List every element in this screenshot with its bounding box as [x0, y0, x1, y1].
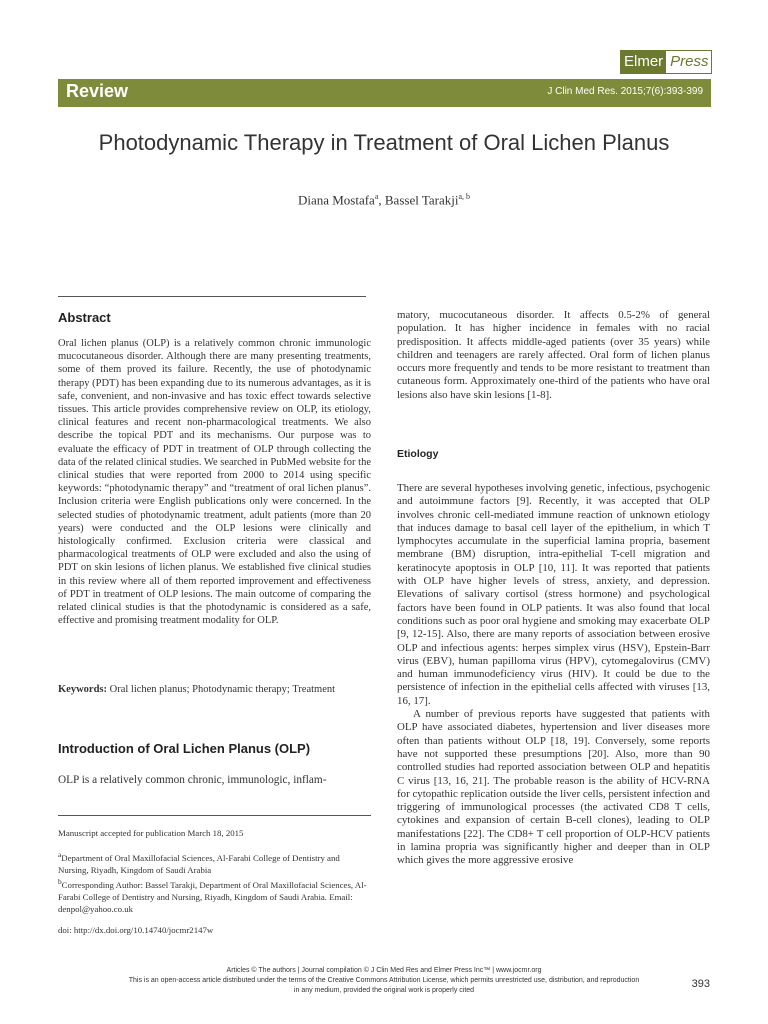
logo-part1: Elmer — [621, 51, 666, 73]
keywords-label: Keywords: — [58, 684, 107, 695]
affiliation-b-marker: b — [58, 877, 62, 887]
affiliation-b — [58, 876, 371, 915]
corresponding-author: Corresponding Author: Bassel Tarakji, Department of Oral Maxillofacial Sciences, Al-Farabi College of Dentistry and Nursing, Riyadh, Kingdom of Saudi Arabia. Email: denpol@yahoo.co.uk — [58, 880, 367, 914]
abstract-body — [58, 337, 371, 627]
author-list — [0, 192, 768, 208]
logo-part2: Press — [670, 53, 709, 70]
right-column-para1: matory, mucocutaneous disorder. It affects 0.5-2% of general population. It has higher incidence in females with no racial predisposition. It affects middle-aged patients (over 35 years) while children and teenagers are rarely affected. Oral form of lichen planus occurs more frequently and tends to be more resistant to treatment than cutaneous form. Approximately one-third of the patients who have oral lesions also have skin lesions [1-8]. — [397, 309, 710, 401]
author-name: Diana Mostafa — [297, 192, 375, 208]
abstract-heading: Abstract — [58, 310, 111, 325]
author-name: Bassel Tarakji — [384, 192, 459, 208]
page-number: 393 — [691, 978, 710, 990]
accepted-date: Manuscript accepted for publication March 18, 2015 — [58, 828, 244, 838]
etiology-para1: There are several hypotheses involving genetic, infectious, psychogenic and autoimmune factors [9]. Recently, it was accepted that OLP involves chronic cell-mediated immune reaction of unknown etiology that induces damage to basal cell layer of the epithelium, in which T lymphocytes accumulate in the superficial lamina propria, basement membrane (BM) disruption, intra-epithelial T-cell migration and keratinocyte apoptosis in OLP [10, 11]. It was reported that patients with OLP have higher levels of stress, anxiety, and depression. Elevations of salivary cortisol (stress hormone) and psychological factors have been found in OLP patients. It was also found that local conditions such as poor oral hygiene and smoking may exacerbate OLP [9, 12-15]. Also, there are many reports of association between erosive OLP and infectious agents: herpes simplex virus (HSV), Epstein-Barr virus (EBV), human papilloma virus (HPV), cytomegalovirus (CMV) and human immunodeficiency virus (HIV). It could be due to the persistence of infection in the epithelial cells affected with viruses [13, 16, 17]. — [397, 482, 710, 707]
affiliation-marker: a — [374, 192, 379, 201]
affiliation-marker: a, b — [458, 192, 471, 201]
affiliation-a — [58, 849, 371, 877]
publisher-logo — [620, 50, 712, 74]
affiliation-a-text: Department of Oral Maxillofacial Sciences, Al-Farabi College of Dentistry and Nursing, Riyadh, Kingdom of Saudi Arabia — [58, 852, 340, 875]
article-type-label: Review — [66, 81, 129, 101]
footer-copyright: Articles © The authors | Journal compilation © J Clin Med Res and Elmer Press Inc™ | www.jocmr.org — [226, 967, 542, 974]
footer-license: This is an open-access article distributed under the terms of the Creative Commons Attribution License, which permits unrestricted use, distribution, and reproduction — [128, 977, 640, 984]
section-heading-introduction: Introduction of Oral Lichen Planus (OLP) — [58, 741, 311, 756]
footer-license-cont: in any medium, provided the original work is properly cited — [293, 987, 475, 994]
affiliation-a-marker: a — [58, 849, 62, 859]
doi-link[interactable]: doi: http://dx.doi.org/10.14740/jocmr2147w — [58, 924, 214, 935]
keywords — [58, 683, 371, 696]
keywords-text: Oral lichen planus; Photodynamic therapy; Treatment — [107, 684, 336, 695]
abstract-divider — [58, 296, 366, 297]
author-separator: , — [378, 192, 385, 208]
intro-text: OLP is a relatively common chronic, immunologic, inflam- — [58, 774, 327, 786]
footnote-divider — [58, 815, 371, 816]
journal-citation: J Clin Med Res. 2015;7(6):393-399 — [547, 86, 703, 97]
page-footer — [0, 966, 768, 996]
article-type-band — [58, 79, 711, 107]
etiology-para2: A number of previous reports have suggested that patients with OLP have associated diabetes, hypertension and liver diseases more often than patients without OLP [18, 19]. Conversely, some reports have not supported these presumptions [20]. Also, more than 90 controlled studies had reported association between OLP and hepatitis C virus [13, 16, 21]. The probable reason is the ability of HCV-RNA for cytopathic replication outside the liver cells, persistent infection and triggering of immunological processes (the activated CD8 T cells, cytokines and expansion of certain B-cell clones), leading to OLP manifestations [22]. The CD8+ T cell proportion of OLP-HCV patients in lamina propria was significantly higher and deeper than in OLP which gives the more aggressive erosive — [397, 708, 710, 867]
abstract-text: Oral lichen planus (OLP) is a relatively common chronic immunologic mucocutaneous disorder. Although there are many presenting treatments, some of them proved its failure. Recently, the use of photodynamic therapy (PDT) has been expanding due to its numerous advantages, as it is safe, convenient, and non-invasive and has toxic effect towards selective tissues. This article provides comprehensive review on OLP, its etiology, clinical features and recent non-pharmacological treatments. We also describe the topical PDT and its mechanisms. Our purpose was to evaluate the efficacy of PDT in treatment of OLP through collecting the data of the related clinical studies. We searched in PubMed website for the clinical studies that were reported from 2000 to 2014 using specific keywords: “photodynamic therapy” and “treatment of oral lichen planus”. Inclusion criteria were English publications only were concerned. In the selected studies of photodynamic treatment, adult patients (more than 20 years) were conducted and the OLP lesions were clinically and histologically confirmed. Exclusion criteria were classical and pharmacological treatments of OLP were excluded and also the using of PDT on skin lesions of lichen planus. We established five clinical studies in this review where all of them reported improvement and effectiveness of PDT in treatment of OLP lesions. The main outcome of comparing the related clinical studies is that the photodynamic is considered as a safe, effective and promising treatment modality for OLP. — [58, 338, 371, 627]
section-heading-etiology: Etiology — [397, 448, 439, 460]
right-column-body — [397, 482, 710, 868]
footnotes — [58, 828, 371, 936]
article-title: Photodynamic Therapy in Treatment of Oral Lichen Planus — [98, 130, 670, 155]
